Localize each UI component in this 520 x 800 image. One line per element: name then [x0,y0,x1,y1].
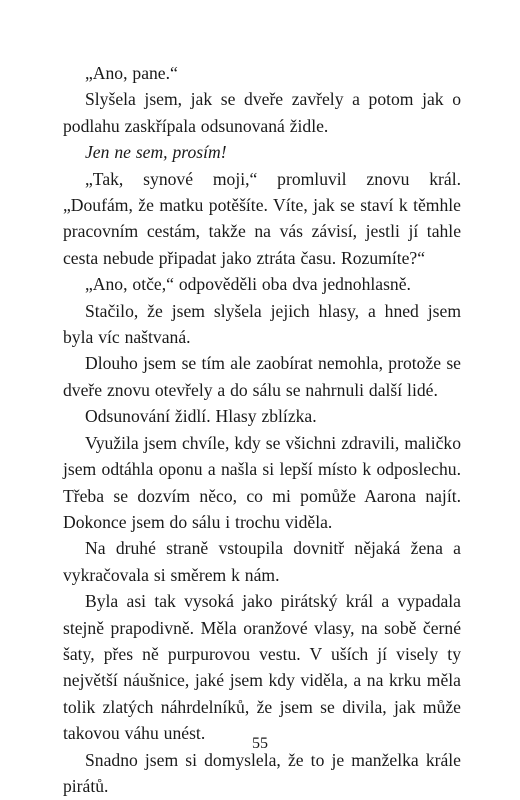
paragraph-2: Slyšela jsem, jak se dveře zavřely a potom jak o podlahu zaskřípala odsunovaná židle. [63,89,461,136]
paragraph-1: „Ano, pane.“ [85,63,178,83]
page-number: 55 [252,735,268,752]
paragraph-7: Dlouho jsem se tím ale zaobírat nemohla, protože se dveře znovu otevřely a do sálu se nahrnuli další lidé. [63,353,461,400]
paragraph-11: Byla asi tak vysoká jako pirátský král a vypadala stejně prapodivně. Měla oranžové vlasy, na sobě černé šaty, přes ně purpurovou vestu. V uších jí visely ty největší náušnice, jaké jsem kdy viděla, a na krku měla tolik zlatých náhrdelníků, že jsem se divila, jak může takovou váhu unést. [63,591,461,744]
paragraph-3-italic-thought: Jen ne sem, prosím! [85,142,227,163]
paragraph-4: „Tak, synové moji,“ promluvil znovu král. „Doufám, že matku potěšíte. Víte, jak se staví k těmhle pracovním cestám, takže na vás závisí, jestli jí tahle cesta nebude připadat jako ztráta času. Rozumíte?“ [63,168,461,268]
paragraph-9: Využila jsem chvíle, kdy se všichni zdravili, maličko jsem odtáhla oponu a našla si lepší místo k odposlechu. Třeba se dozvím něco, co mi pomůže Aarona najít. Dokonce jsem do sálu i trochu viděla. [63,432,461,532]
paragraph-5: „Ano, otče,“ odpověděli oba dva jednohlasně. [85,274,411,295]
paragraph-8: Odsunování židlí. Hlasy zblízka. [85,406,317,427]
paragraph-6: Stačilo, že jsem slyšela jejich hlasy, a hned jsem byla víc naštvaná. [63,300,461,348]
book-page-text [63,60,461,799]
paragraph-10: Na druhé straně vstoupila dovnitř nějaká žena a vykračovala si směrem k nám. [63,538,461,585]
paragraph-12: Snadno jsem si domyslela, že to je manželka krále pirátů. [63,749,461,796]
